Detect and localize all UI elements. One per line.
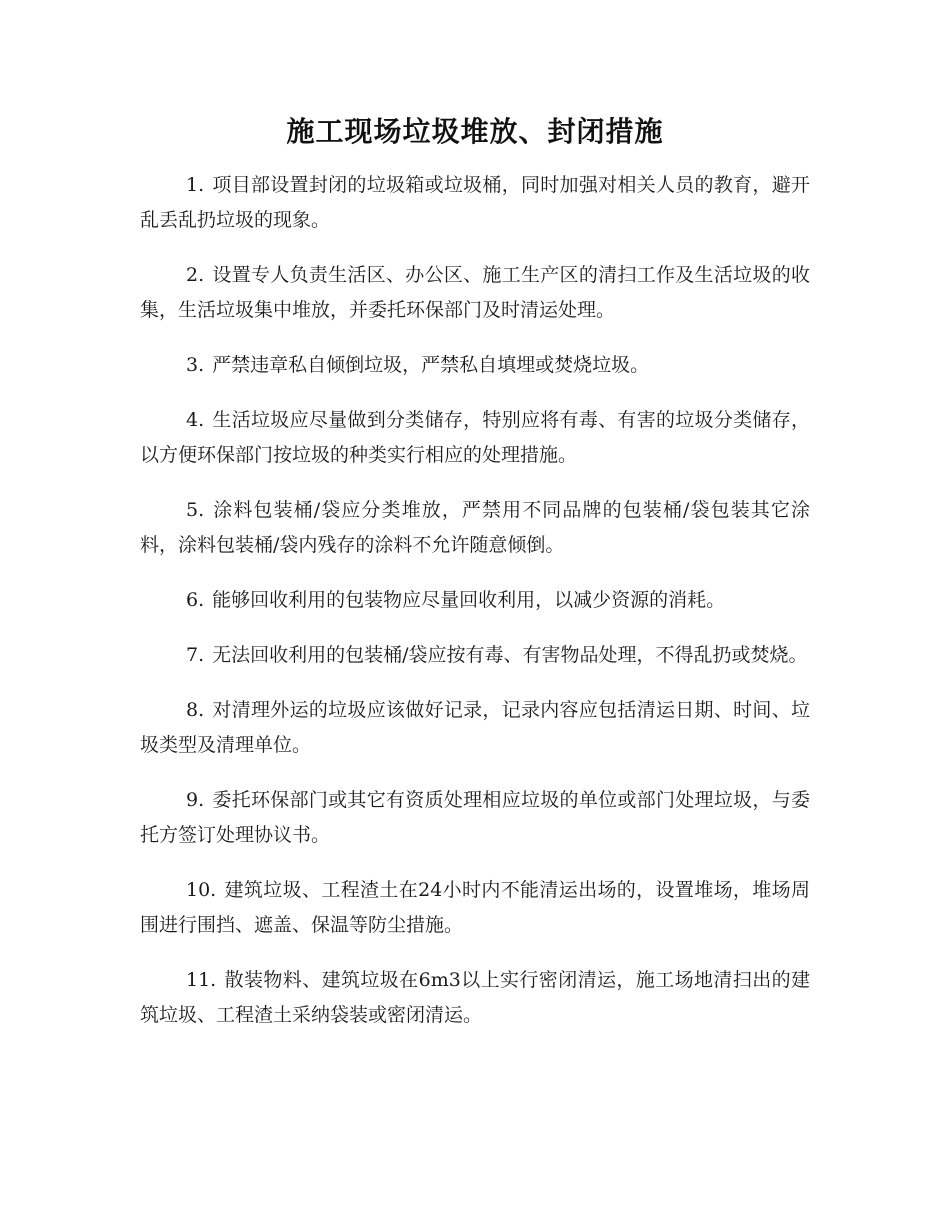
list-item	[140, 638, 810, 673]
item-text: 严禁违章私自倾倒垃圾，严禁私自填埋或焚烧垃圾。	[212, 354, 650, 376]
item-text: 涂料包装桶/袋应分类堆放，严禁用不同品牌的包装桶/袋包装其它涂料，涂料包装桶/袋内残存的涂料不允许随意倾倒。	[140, 499, 810, 556]
item-number: 7.	[186, 644, 205, 666]
item-number: 10.	[186, 879, 217, 901]
list-item	[140, 783, 810, 853]
item-number: 4.	[186, 409, 205, 431]
item-text: 委托环保部门或其它有资质处理相应垃圾的单位或部门处理垃圾，与委托方签订处理协议书。	[140, 789, 810, 846]
list-item	[140, 403, 810, 473]
item-text: 对清理外运的垃圾应该做好记录，记录内容应包括清运日期、时间、垃圾类型及清理单位。	[140, 699, 810, 756]
item-number: 9.	[186, 789, 205, 811]
list-item	[140, 168, 810, 238]
item-number: 3.	[186, 354, 205, 376]
item-number: 8.	[186, 699, 205, 721]
item-text: 无法回收利用的包装桶/袋应按有毒、有害物品处理，不得乱扔或焚烧。	[212, 644, 808, 666]
list-item	[140, 583, 810, 618]
item-number: 6.	[186, 589, 205, 611]
list-item	[140, 493, 810, 563]
item-text: 设置专人负责生活区、办公区、施工生产区的清扫工作及生活垃圾的收集，生活垃圾集中堆放，并委托环保部门及时清运处理。	[140, 264, 810, 321]
list-item	[140, 873, 810, 943]
list-item	[140, 963, 810, 1033]
item-number: 1.	[186, 174, 205, 196]
list-item	[140, 693, 810, 763]
document-title: 施工现场垃圾堆放、封闭措施	[286, 115, 664, 148]
item-text: 项目部设置封闭的垃圾箱或垃圾桶，同时加强对相关人员的教育，避开乱丢乱扔垃圾的现象。	[140, 174, 810, 231]
item-number: 11.	[186, 969, 217, 991]
list-item	[140, 348, 810, 383]
item-text: 散装物料、建筑垃圾在6m3以上实行密闭清运，施工场地清扫出的建筑垃圾、工程渣土采纳袋装或密闭清运。	[140, 969, 810, 1026]
item-number: 5.	[186, 499, 205, 521]
list-item	[140, 258, 810, 328]
item-text: 能够回收利用的包装物应尽量回收利用，以减少资源的消耗。	[212, 589, 726, 611]
item-number: 2.	[186, 264, 205, 286]
measures-list	[140, 168, 810, 1053]
item-text: 生活垃圾应尽量做到分类储存，特别应将有毒、有害的垃圾分类储存，以方便环保部门按垃圾的种类实行相应的处理措施。	[140, 409, 810, 466]
item-text: 建筑垃圾、工程渣土在24小时内不能清运出场的，设置堆场，堆场周围进行围挡、遮盖、保温等防尘措施。	[140, 879, 810, 936]
